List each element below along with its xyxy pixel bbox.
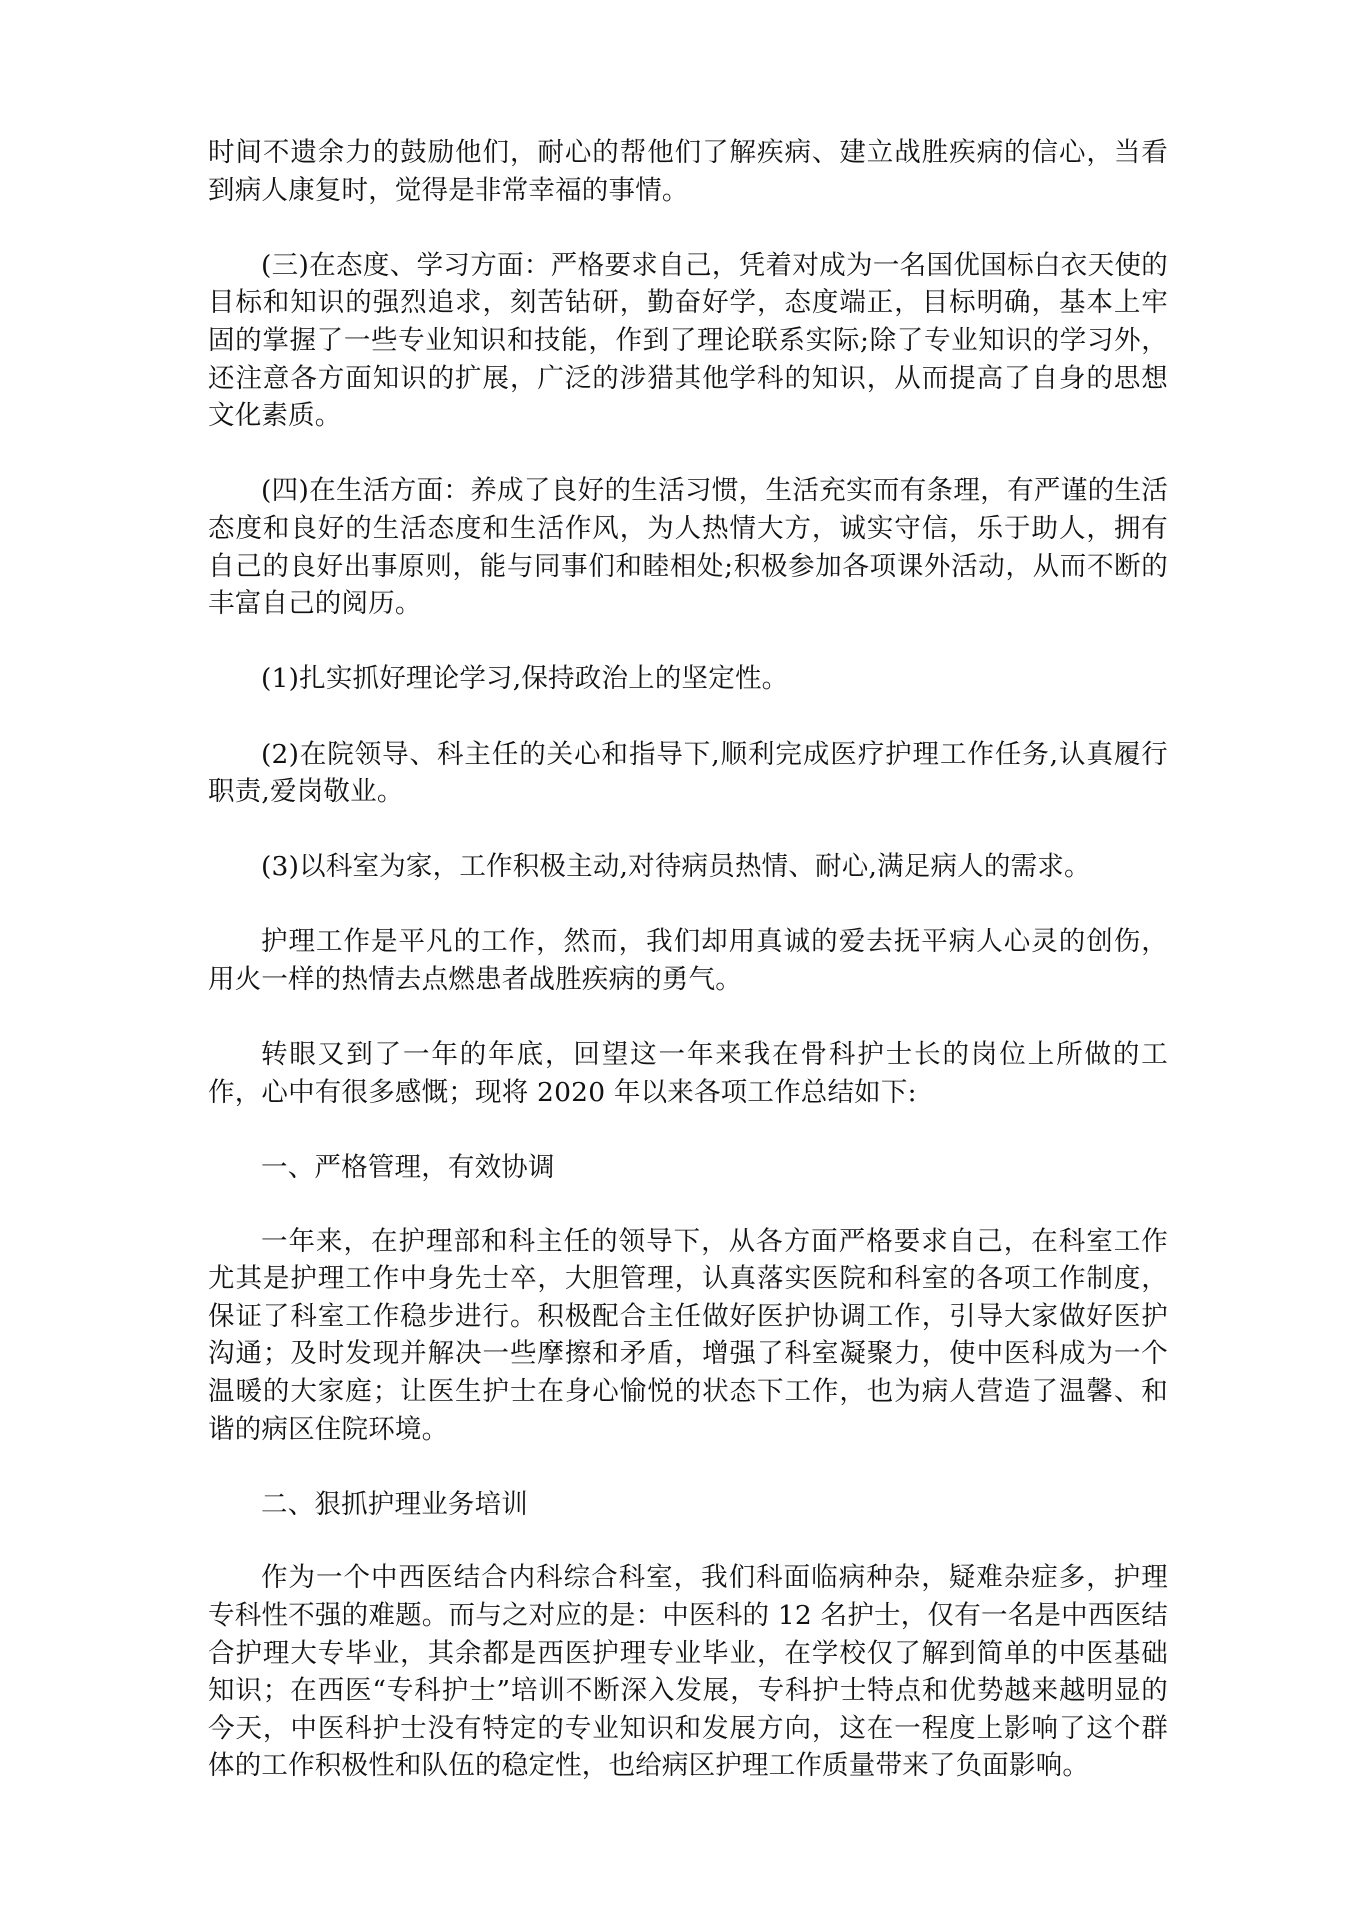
paragraph-year-end-intro: 转眼又到了一年的年底，回望这一年来我在骨科护士长的岗位上所做的工作，心中有很多感慨；现将 2020 年以来各项工作总结如下: [208, 1039, 1168, 1108]
paragraph-nursing-work: 护理工作是平凡的工作，然而，我们却用真诚的爱去抚平病人心灵的创伤，用火一样的热情去点燃患者战胜疾病的勇气。 [208, 926, 1168, 996]
document-body [208, 134, 1168, 1823]
list-item-theory-study: (1)扎实抓好理论学习,保持政治上的坚定性。 [261, 663, 789, 695]
list-item-duties: (2)在院领导、科主任的关心和指导下,顺利完成医疗护理工作任务,认真履行职责,爱岗敬业。 [208, 738, 1168, 808]
paragraph-management: 一年来，在护理部和科主任的领导下，从各方面严格要求自己，在科室工作尤其是护理工作中身先士卒，大胆管理，认真落实医院和科室的各项工作制度，保证了科室工作稳步进行。积极配合主任做好医护协调工作，引导大家做好医护沟通；及时发现并解决一些摩擦和矛盾，增强了科室凝聚力，使中医科成为一个温暖的大家庭；让医生护士在身心愉悦的状态下工作，也为病人营造了温馨、和谐的病区住院环境。 [208, 1225, 1168, 1445]
paragraph-attitude-study: (三)在态度、学习方面：严格要求自己，凭着对成为一名国优国标白衣天使的目标和知识的强烈追求，刻苦钻研，勤奋好学，态度端正，目标明确，基本上牢固的掌握了一些专业知识和技能，作到了理论联系实际;除了专业知识的学习外，还注意各方面知识的扩展，广泛的涉猎其他学科的知识，从而提高了自身的思想文化素质。 [208, 249, 1168, 432]
paragraph-life: (四)在生活方面：养成了良好的生活习惯，生活充实而有条理，有严谨的生活态度和良好的生活态度和生活作风，为人热情大方，诚实守信，乐于助人，拥有自己的良好出事原则，能与同事们和睦相处;积极参加各项课外活动，从而不断的丰富自己的阅历。 [208, 475, 1168, 620]
paragraph-continuation: 时间不遗余力的鼓励他们，耐心的帮他们了解疾病、建立战胜疾病的信心，当看到病人康复时，觉得是非常幸福的事情。 [208, 137, 1168, 206]
section-heading-management: 一、严格管理，有效协调 [261, 1152, 555, 1184]
section-heading-training: 二、狠抓护理业务培训 [261, 1488, 528, 1520]
paragraph-training: 作为一个中西医结合内科综合科室，我们科面临病种杂，疑难杂症多，护理专科性不强的难题。而与之对应的是：中医科的 12 名护士，仅有一名是中西医结合护理大专毕业，其余都是西医护理专业毕业，在学校仅了解到简单的中医基础知识；在西医“专科护士”培训不断深入发展，专科护士特点和优势越来越明显的今天，中医科护士没有特定的专业知识和发展方向，这在一程度上影响了这个群体的工作积极性和队伍的稳定性，也给病区护理工作质量带来了负面影响。 [208, 1562, 1168, 1782]
list-item-department-home: (3)以科室为家，工作积极主动,对待病员热情、耐心,满足病人的需求。 [261, 851, 1091, 883]
